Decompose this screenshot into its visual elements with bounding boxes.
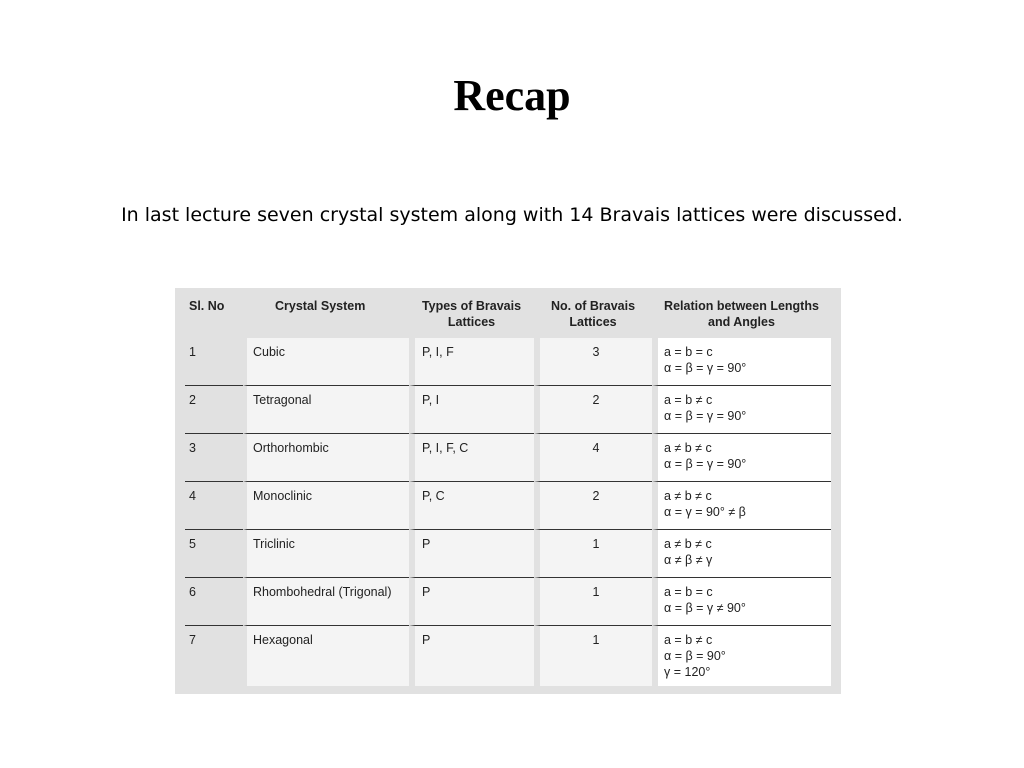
cell-bravais-types: P <box>409 578 534 626</box>
header-sl-no: Sl. No <box>189 299 225 313</box>
cell-sl-no: 7 <box>185 626 243 686</box>
cell-relation <box>652 434 831 482</box>
relation-lengths: a ≠ b ≠ c <box>664 489 712 503</box>
relation-angles: α = β = γ = 90° <box>664 361 747 375</box>
table-row <box>185 386 831 434</box>
cell-crystal-system: Rhombohedral (Trigonal) <box>243 578 409 626</box>
header-count-line-1: No. of Bravais <box>550 299 636 313</box>
cell-bravais-types: P, I <box>409 386 534 434</box>
cell-crystal-system: Monoclinic <box>243 482 409 530</box>
table-header <box>185 294 831 338</box>
header-number-of-bravais-lattices <box>534 294 652 338</box>
cell-bravais-count: 1 <box>534 578 652 626</box>
cell-relation <box>652 626 831 686</box>
relation-angles: α = β = γ ≠ 90° <box>664 601 746 615</box>
header-relation-line-1: Relation between Lengths <box>664 299 819 313</box>
cell-crystal-system: Hexagonal <box>243 626 409 686</box>
cell-bravais-count: 2 <box>534 386 652 434</box>
relation-lengths: a = b ≠ c <box>664 393 713 407</box>
slide-title: Recap <box>453 71 571 120</box>
cell-crystal-system: Cubic <box>243 338 409 386</box>
cell-bravais-count: 4 <box>534 434 652 482</box>
relation-lengths: a ≠ b ≠ c <box>664 537 712 551</box>
slide-subtitle: In last lecture seven crystal system along with 14 Bravais lattices were discussed. <box>121 204 903 226</box>
cell-bravais-types: P <box>409 530 534 578</box>
cell-crystal-system: Triclinic <box>243 530 409 578</box>
header-row <box>185 294 831 338</box>
cell-bravais-count: 2 <box>534 482 652 530</box>
header-types-line-1: Types of Bravais <box>421 299 522 313</box>
cell-sl-no: 2 <box>185 386 243 434</box>
crystal-systems-table-figure <box>175 288 841 694</box>
cell-relation <box>652 338 831 386</box>
table-row <box>185 482 831 530</box>
header-crystal-system: Crystal System <box>275 299 366 313</box>
header-types-of-bravais-lattices <box>409 294 534 338</box>
relation-angles: α = β = 90° <box>664 649 726 663</box>
cell-bravais-types: P, I, F <box>409 338 534 386</box>
cell-bravais-count: 1 <box>534 530 652 578</box>
cell-sl-no: 6 <box>185 578 243 626</box>
relation-angles: α ≠ β ≠ γ <box>664 553 713 567</box>
cell-sl-no: 5 <box>185 530 243 578</box>
relation-angles: α = β = γ = 90° <box>664 457 747 471</box>
cell-bravais-types: P <box>409 626 534 686</box>
cell-relation <box>652 386 831 434</box>
cell-bravais-types: P, I, F, C <box>409 434 534 482</box>
cell-relation <box>652 578 831 626</box>
cell-bravais-count: 1 <box>534 626 652 686</box>
table-row <box>185 434 831 482</box>
header-types-line-2: Lattices <box>447 315 496 329</box>
cell-crystal-system: Tetragonal <box>243 386 409 434</box>
table-row <box>185 578 831 626</box>
cell-sl-no: 4 <box>185 482 243 530</box>
relation-angles: α = β = γ = 90° <box>664 409 747 423</box>
cell-bravais-count: 3 <box>534 338 652 386</box>
crystal-systems-table <box>185 294 831 686</box>
table-row <box>185 530 831 578</box>
cell-crystal-system: Orthorhombic <box>243 434 409 482</box>
cell-relation <box>652 482 831 530</box>
table-row <box>185 626 831 686</box>
relation-lengths: a ≠ b ≠ c <box>664 441 712 455</box>
header-relation-lengths-angles <box>652 294 831 338</box>
cell-bravais-types: P, C <box>409 482 534 530</box>
table-body <box>185 338 831 686</box>
relation-lengths: a = b = c <box>664 585 713 599</box>
cell-relation <box>652 530 831 578</box>
header-relation-line-2: and Angles <box>708 315 775 329</box>
relation-lengths: a = b ≠ c <box>664 633 713 647</box>
cell-sl-no: 3 <box>185 434 243 482</box>
cell-sl-no: 1 <box>185 338 243 386</box>
table-row <box>185 338 831 386</box>
relation-lengths: a = b = c <box>664 345 713 359</box>
relation-angles: α = γ = 90° ≠ β <box>664 505 746 519</box>
header-count-line-2: Lattices <box>569 315 617 329</box>
relation-gamma: γ = 120° <box>664 665 711 679</box>
